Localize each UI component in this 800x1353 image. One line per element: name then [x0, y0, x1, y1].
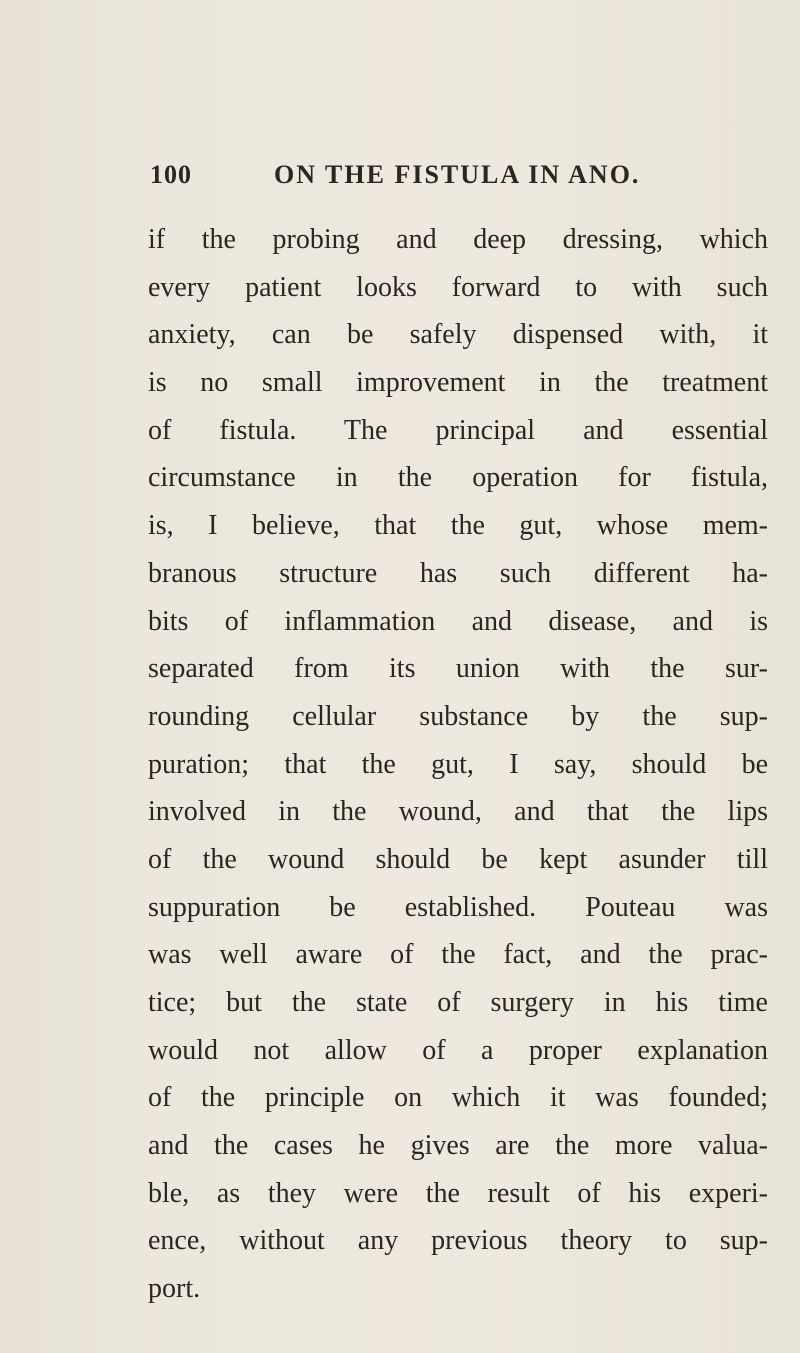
- text-line: is, I believe, that the gut, whose mem-: [148, 510, 768, 542]
- text-line: involved in the wound, and that the lips: [148, 796, 768, 828]
- text-line: of the wound should be kept asunder till: [148, 843, 768, 875]
- text-line: tice; but the state of surgery in his time: [148, 987, 768, 1018]
- text-line: rounding cellular substance by the sup-: [148, 700, 768, 732]
- body-text: [148, 216, 768, 1313]
- text-line: would not allow of a proper explanation: [148, 1034, 768, 1066]
- text-line: every patient looks forward to with such: [148, 271, 768, 303]
- text-line: ble, as they were the result of his experi-: [148, 1177, 768, 1209]
- text-line: and the cases he gives are the more valua-: [148, 1130, 768, 1162]
- text-line: bits of inflammation and disease, and is: [148, 605, 768, 637]
- running-head: [150, 160, 710, 200]
- text-line: was well aware of the fact, and the prac-: [148, 939, 768, 971]
- running-head-title: ON THE FISTULA IN ANO.: [274, 160, 641, 189]
- text-line: if the probing and deep dressing, which: [148, 224, 768, 255]
- text-line: is no small improvement in the treatment: [148, 367, 768, 399]
- text-line: branous structure has such different ha-: [148, 557, 768, 589]
- text-line: anxiety, can be safely dispensed with, it: [148, 319, 768, 351]
- text-line: of the principle on which it was founded;: [148, 1082, 768, 1114]
- text-line: separated from its union with the sur-: [148, 653, 768, 685]
- text-line: suppuration be established. Pouteau was: [148, 891, 768, 923]
- text-line: puration; that the gut, I say, should be: [148, 748, 768, 780]
- text-line: of fistula. The principal and essential: [148, 414, 768, 446]
- page-number: 100: [150, 160, 192, 189]
- text-line: ence, without any previous theory to sup-: [148, 1225, 768, 1257]
- text-line: circumstance in the operation for fistula,: [148, 462, 768, 494]
- text-line: port.: [148, 1273, 201, 1305]
